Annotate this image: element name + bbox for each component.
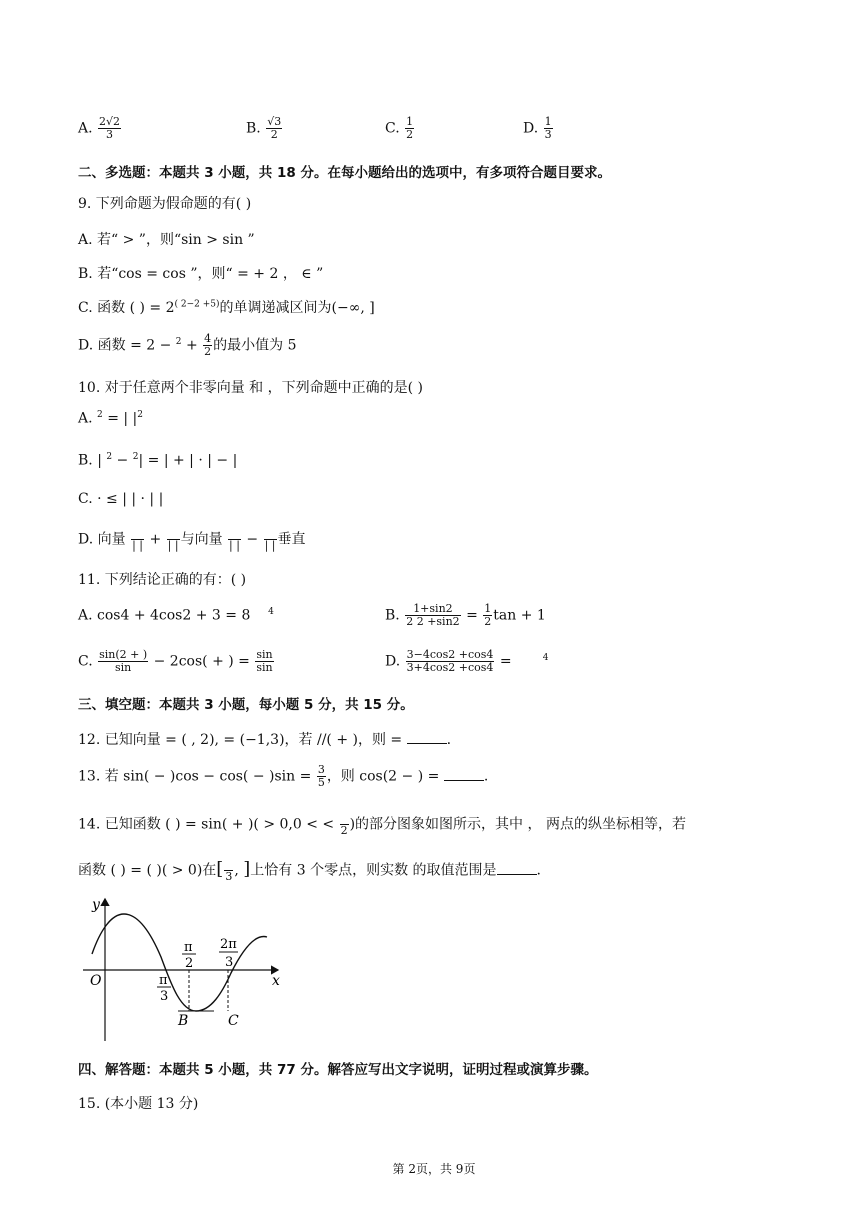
fraction — [255, 649, 273, 674]
q8-option-a — [78, 116, 122, 141]
text: ，则 cos(2 − ) = — [326, 768, 444, 785]
bracket: [ — [216, 858, 224, 880]
text: = | | — [102, 410, 138, 427]
numerator: 1 — [544, 115, 552, 128]
exponent: 2 — [175, 336, 182, 347]
pi-over-2-den: 2 — [185, 956, 194, 971]
exponent: 4 — [542, 652, 549, 663]
text: . — [446, 732, 452, 748]
text: + — [181, 337, 198, 354]
pi-over-3-den: 3 — [160, 989, 169, 1004]
q9-stem: 9. 下列命题为假命题的有( ) — [78, 196, 252, 212]
x-axis-label: x — [272, 973, 280, 989]
denominator: | | — [132, 539, 144, 552]
section-4-title: 四、解答题：本题共 5 小题，共 77 分。解答应写出文字说明，证明过程或演算步骤。 — [78, 1062, 598, 1078]
pi-over-2-num: π — [184, 940, 193, 955]
q11-option-c — [78, 649, 275, 674]
numerator: 1 — [406, 115, 414, 128]
denominator: 2 2 +sin2 — [406, 615, 460, 628]
q8-option-d — [523, 116, 554, 141]
sine-graph — [78, 893, 293, 1048]
option-label: C. — [78, 653, 93, 670]
fraction — [167, 527, 180, 552]
fraction — [203, 333, 212, 358]
numerator: 2√2 — [99, 115, 121, 128]
denominator: 3 — [225, 870, 233, 883]
q10-option-d — [78, 527, 306, 552]
option-label: A. — [78, 120, 93, 137]
q13 — [78, 764, 488, 789]
text: A. cos4 + 4cos2 + 3 = 8 — [78, 607, 251, 624]
text: . — [536, 862, 541, 879]
q8-option-b — [246, 116, 283, 141]
exponent: 4 — [268, 607, 274, 617]
option-label: B. — [385, 607, 400, 624]
exponent: 2 — [132, 452, 139, 462]
numerator: sin — [256, 648, 273, 661]
text: 14. 已知函数 ( ) = sin( + )( > 0,0 < < — [78, 816, 339, 833]
text: D. 向量 — [78, 531, 126, 548]
fraction — [340, 812, 349, 837]
denominator: 2 — [270, 128, 278, 141]
fraction — [544, 116, 553, 141]
text: C. 函数 ( ) = 2 — [78, 300, 175, 316]
fraction — [98, 116, 121, 141]
q9-option-c — [78, 297, 375, 317]
q15-header: 15. (本小题 13 分) — [78, 1096, 199, 1112]
text: 与向量 — [180, 531, 223, 548]
numerator: 3 — [317, 763, 325, 776]
q11-option-b — [385, 603, 546, 628]
denominator: 2 — [406, 128, 414, 141]
q11-option-d — [385, 649, 549, 674]
text: − — [241, 531, 263, 548]
fraction — [131, 527, 144, 552]
text: )的部分图象如图所示，其中 ， 两点的纵坐标相等，若 — [349, 816, 686, 833]
denominator: 3+4cos2 +cos4 — [406, 661, 494, 674]
exponent: 2 — [137, 410, 143, 420]
denominator: | | — [264, 539, 276, 552]
q9-option-a: A. 若“ > ”，则“sin > sin ” — [78, 232, 255, 248]
exponent: 2 — [106, 452, 113, 462]
fraction — [405, 603, 460, 628]
text: 垂直 — [277, 531, 306, 548]
q10-option-a — [78, 410, 143, 427]
text: A. — [78, 410, 98, 427]
pi-over-3-num: π — [159, 973, 168, 988]
text: − — [112, 452, 133, 469]
fraction — [317, 764, 326, 789]
text: , — [234, 862, 244, 879]
text: 的最小值为 5 — [213, 337, 297, 354]
q10-stem: 10. 对于任意两个非零向量 和 ，下列命题中正确的是( ) — [78, 380, 423, 396]
q14-line-1 — [78, 812, 686, 837]
denominator: 3 — [544, 128, 552, 141]
q10-option-c: C. · ≤ | | · | | — [78, 491, 164, 507]
text: − 2cos( + ) = — [149, 653, 255, 670]
text: B. | — [78, 452, 107, 469]
text: = — [495, 653, 512, 670]
denominator: 2 — [340, 824, 348, 837]
bracket: ] — [243, 858, 251, 880]
fraction — [483, 603, 492, 628]
denominator: sin — [256, 661, 273, 674]
denominator: 3 — [106, 128, 114, 141]
text: . — [483, 768, 489, 785]
point-b-label: B — [178, 1013, 189, 1029]
text: + — [145, 531, 166, 548]
numerator: sin(2 + ) — [99, 648, 148, 661]
exponent: ( 2−2 +5) — [174, 299, 220, 310]
exponent: 2 — [97, 410, 103, 420]
text: = — [461, 607, 483, 624]
q9-option-d — [78, 333, 297, 358]
numerator: 3−4cos2 +cos4 — [406, 648, 494, 661]
section-2-title: 二、多选题：本题共 3 小题，共 18 分。在每小题给出的选项中，有多项符合题目要求。 — [78, 165, 611, 181]
numerator: 1 — [484, 602, 492, 615]
fraction — [266, 116, 282, 141]
denominator: sin — [115, 661, 132, 674]
text: | = | + | · | − | — [138, 452, 238, 469]
answer-blank[interactable] — [407, 731, 447, 744]
option-label: D. — [385, 653, 401, 670]
q11-stem: 11. 下列结论正确的有：( ) — [78, 572, 247, 588]
answer-blank[interactable] — [497, 862, 537, 875]
numerator: 1+sin2 — [405, 603, 460, 616]
text: 12. 已知向量 = ( , 2), = (−1,3)，若 //( + )，则 = — [78, 732, 407, 748]
text: 函数 ( ) = ( )( > 0)在 — [78, 862, 217, 879]
numerator: 4 — [204, 332, 212, 345]
q14-line-2 — [78, 858, 541, 883]
numerator: √3 — [267, 115, 282, 128]
option-label: C. — [385, 120, 400, 137]
y-axis-label: y — [92, 897, 100, 913]
sine-curve — [92, 914, 267, 1011]
denominator: | | — [167, 539, 179, 552]
page-footer: 第 2页，共 9页 — [392, 1162, 476, 1176]
text: 13. 若 sin( − )cos − cos( − )sin = — [78, 768, 316, 785]
denominator: | | — [229, 539, 240, 552]
option-label: B. — [246, 120, 261, 137]
fraction — [405, 116, 414, 141]
origin-label: O — [90, 973, 102, 989]
text: D. 函数 = 2 − — [78, 337, 176, 354]
q11-option-a — [78, 607, 274, 624]
two-pi-over-3-den: 3 — [225, 955, 234, 970]
text: tan + 1 — [493, 607, 546, 624]
section-3-title: 三、填空题：本题共 3 小题，每小题 5 分，共 15 分。 — [78, 697, 414, 713]
denominator: 5 — [317, 776, 325, 789]
q10-option-b — [78, 452, 237, 469]
answer-blank[interactable] — [444, 768, 484, 781]
fraction — [228, 527, 241, 552]
option-label: D. — [523, 120, 539, 137]
text: 上恰有 3 个零点，则实数 的取值范围是 — [250, 862, 497, 879]
fraction — [224, 858, 233, 883]
denominator: 2 — [204, 345, 212, 358]
q12 — [78, 729, 451, 749]
point-c-label: C — [228, 1013, 239, 1029]
fraction — [264, 527, 277, 552]
q8-option-c — [385, 116, 415, 141]
q9-option-b: B. 若“cos = cos ”，则“ = + 2 ， ∈ ” — [78, 266, 324, 282]
two-pi-over-3-num: 2π — [220, 937, 237, 952]
denominator: 2 — [484, 615, 492, 628]
fraction — [406, 649, 495, 674]
fraction — [98, 649, 148, 674]
text: 的单调递减区间为(−∞, ] — [219, 300, 375, 316]
